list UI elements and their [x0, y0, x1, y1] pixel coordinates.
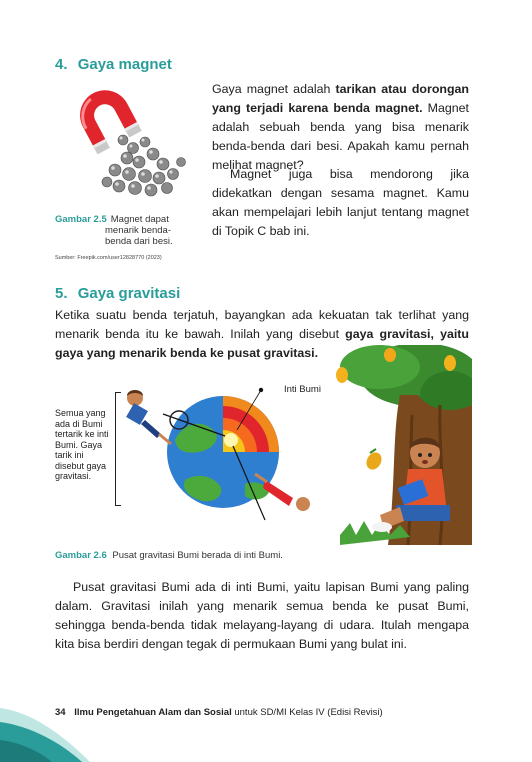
gravity-side-note: Semua yang ada di Bumi tertarik ke inti Bumi. Gaya tarik ini disebut gaya gravitasi. [55, 408, 109, 481]
section-number: 4. [55, 56, 68, 73]
p1-text-a: Gaya magnet adalah [212, 82, 336, 96]
section-title-text: Gaya magnet [77, 56, 172, 73]
book-title: Ilmu Pengetahuan Alam dan Sosial [74, 707, 232, 718]
p1-bold: tarikan atau dorongan yang terjadi karena benda magnet. [212, 82, 469, 115]
book-subtitle: untuk SD/MI Kelas IV (Edisi Revisi) [231, 707, 383, 718]
earth-cross-section-illustration [115, 380, 310, 540]
figure-label: Gambar 2.5 [55, 214, 107, 225]
figure-2-6-caption [55, 550, 283, 561]
section-number: 5. [55, 285, 68, 302]
gravity-paragraph-2: Pusat gravitasi Bumi ada di inti Bumi, yaitu lapisan Bumi yang paling dalam. Gravitasi inilah yang menarik semua benda ke pusat Bumi, sehingga benda-benda tidak melayang-layang di udara. Itulah mengapa kita bisa berdiri dengan tegak di permukaan Bumi yang bulat ini. [55, 580, 469, 651]
magnet-paragraph-2: Magnet juga bisa mendorong jika didekatkan dengan sesama magnet. Kamu akan mempelajari lebih lanjut tentang magnet di Topik C bab ini. [212, 167, 469, 238]
decorative-wave [0, 700, 140, 762]
p1-text-b: Magnet adalah sebuah benda yang bisa menarik benda-benda dari besi. Apakah kamu pernah melihat magnet? [212, 101, 469, 172]
magnet-illustration [55, 78, 195, 208]
figure-caption-text: Pusat gravitasi Bumi berada di inti Bumi. [112, 550, 283, 561]
section-title-text: Gaya gravitasi [77, 285, 181, 302]
side-note-bracket [115, 392, 121, 506]
section-4-title [55, 56, 172, 73]
core-label: Inti Bumi [284, 384, 321, 395]
section-5-title [55, 285, 180, 302]
figure-caption-text: Magnet dapat menarik benda-benda dari besi. [105, 214, 173, 247]
tree-boy-illustration [300, 345, 472, 550]
figure-source: Sumber: Freepik.com/user12828770 (2023) [55, 255, 162, 261]
magnet-paragraph-1 [212, 80, 469, 175]
figure-label: Gambar 2.6 [55, 550, 107, 561]
p1-bold: gaya gravitasi, yaitu gaya yang menarik benda ke pusat gravitasi. [55, 327, 469, 360]
p1-text-a: Ketika suatu benda terjatuh, bayangkan ada kekuatan tak terlihat yang menarik benda itu ke bawah. Inilah yang disebut [55, 308, 469, 341]
page-number: 34 [55, 707, 66, 718]
figure-2-5-caption [55, 214, 185, 247]
